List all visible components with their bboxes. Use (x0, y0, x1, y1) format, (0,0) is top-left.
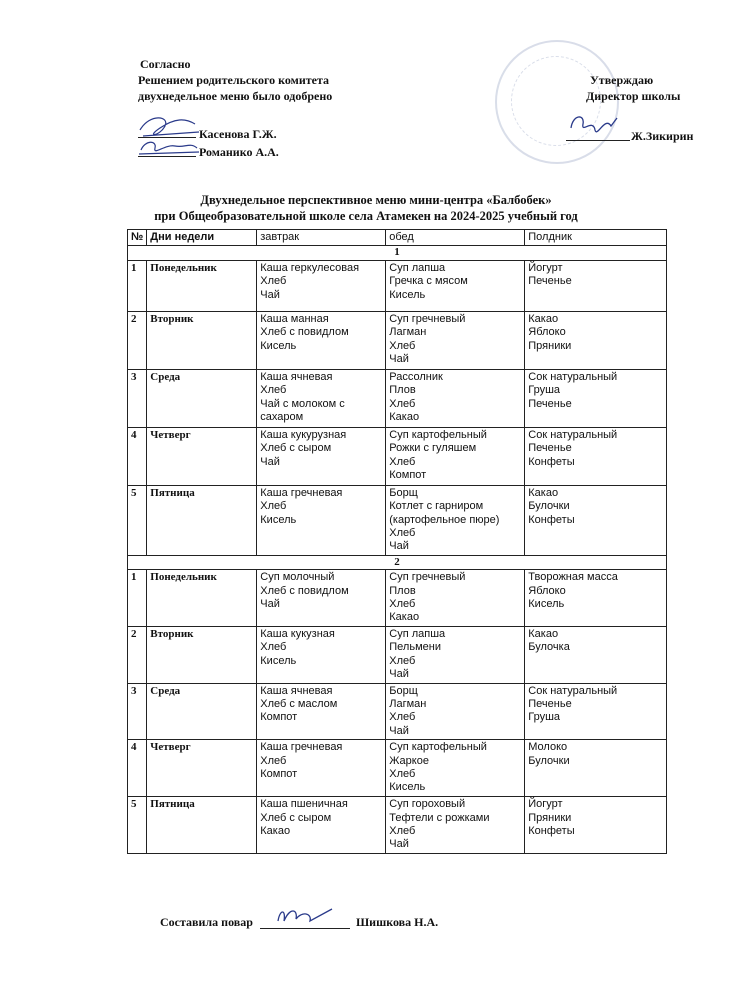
snack-cell (525, 369, 667, 427)
snack-cell (525, 311, 667, 369)
breakfast-cell (257, 626, 386, 683)
menu-item: Сок натуральный (528, 684, 618, 697)
menu-item: Булочки (528, 500, 570, 513)
menu-item: Хлеб (260, 641, 287, 654)
lunch-cell (386, 427, 525, 485)
menu-item: Компот (389, 469, 427, 482)
menu-item: Какао (528, 312, 559, 325)
menu-item: Булочка (528, 641, 570, 654)
table-row (128, 485, 667, 555)
snack-cell (525, 260, 667, 311)
menu-item: Кисель (260, 339, 297, 352)
menu-item: Каша манная (260, 312, 329, 325)
menu-item: Чай (389, 353, 409, 366)
signature-line-director (566, 140, 630, 141)
table-row (128, 740, 667, 797)
menu-item: Гречка с мясом (389, 275, 468, 288)
menu-item: Суп гороховый (389, 798, 466, 811)
menu-item: Компот (260, 767, 298, 780)
menu-item: Кисель (260, 654, 297, 667)
signature-cook (272, 903, 342, 931)
menu-item: Хлеб (389, 767, 416, 780)
breakfast-cell (257, 740, 386, 797)
day-name: Пятница (147, 485, 257, 555)
day-name: Вторник (147, 626, 257, 683)
menu-item: Груша (528, 711, 561, 724)
director-title: Директор школы (586, 89, 681, 103)
day-name: Среда (147, 369, 257, 427)
column-header-snack: Полдник (525, 230, 667, 246)
breakfast-cell (257, 683, 386, 740)
day-number: 4 (128, 427, 147, 485)
menu-item: Борщ (389, 684, 418, 697)
menu-item: (картофельное пюре) (389, 513, 500, 526)
menu-item: Каша ячневая (260, 370, 333, 383)
menu-item: Пряники (528, 339, 572, 352)
menu-item: Чай (389, 724, 409, 737)
day-name: Среда (147, 683, 257, 740)
column-header-breakfast: завтрак (257, 230, 386, 246)
menu-item: Суп лапша (389, 627, 446, 640)
menu-item: Хлеб (260, 754, 287, 767)
menu-item: Пельмени (389, 641, 441, 654)
menu-item: Булочки (528, 754, 570, 767)
lunch-cell (386, 570, 525, 627)
menu-item: Котлет с гарниром (389, 500, 484, 513)
table-row (128, 797, 667, 854)
table-row (128, 683, 667, 740)
menu-item: Чай (260, 455, 280, 468)
snack-cell (525, 570, 667, 627)
signer-director: Ж.Зикирин (631, 129, 694, 143)
menu-item: Суп гречневый (389, 312, 466, 325)
snack-cell (525, 485, 667, 555)
day-number: 4 (128, 740, 147, 797)
column-header-number: № (128, 230, 147, 246)
lunch-cell (386, 485, 525, 555)
menu-item: Какао (528, 627, 559, 640)
week-row (128, 246, 667, 260)
lunch-cell (386, 683, 525, 740)
day-name: Понедельник (147, 570, 257, 627)
signature-line-cook (260, 928, 350, 929)
menu-item: Хлеб (389, 598, 416, 611)
day-number: 3 (128, 683, 147, 740)
week-label: 1 (128, 246, 667, 260)
menu-item: Каша кукузная (260, 627, 335, 640)
table-row (128, 427, 667, 485)
signature-line-2 (138, 156, 196, 157)
menu-item: Йогурт (528, 798, 563, 811)
breakfast-cell (257, 570, 386, 627)
day-number: 5 (128, 797, 147, 854)
menu-item: Чай (389, 540, 409, 553)
menu-item: Хлеб (389, 397, 416, 410)
menu-item: Борщ (389, 486, 418, 499)
menu-table (127, 229, 667, 854)
menu-item: Пряники (528, 811, 572, 824)
breakfast-cell (257, 311, 386, 369)
signature-kasenova (135, 108, 205, 158)
day-name: Вторник (147, 311, 257, 369)
document-title: Двухнедельное перспективное меню мини-центра «Балбобек» (200, 193, 552, 207)
approval-heading: Согласно (140, 57, 191, 71)
signer-romaniko: Романико А.А. (199, 145, 279, 159)
day-name: Пятница (147, 797, 257, 854)
menu-item: Творожная масса (528, 571, 618, 584)
menu-item: Хлеб (389, 339, 416, 352)
menu-item: Каша пшеничная (260, 798, 348, 811)
menu-item: Суп молочный (260, 571, 335, 584)
snack-cell (525, 427, 667, 485)
menu-item: Каша ячневая (260, 684, 333, 697)
lunch-cell (386, 311, 525, 369)
day-number: 5 (128, 485, 147, 555)
menu-item: Кисель (389, 288, 426, 301)
approval-committee: Решением родительского комитета (138, 73, 330, 87)
menu-item: Суп картофельный (389, 741, 487, 754)
menu-item: Печенье (528, 397, 572, 410)
breakfast-cell (257, 485, 386, 555)
menu-item: Хлеб (260, 275, 287, 288)
day-number: 3 (128, 369, 147, 427)
lunch-cell (386, 369, 525, 427)
lunch-cell (386, 260, 525, 311)
menu-item: Суп гречневый (389, 571, 466, 584)
table-row (128, 369, 667, 427)
day-name: Четверг (147, 427, 257, 485)
menu-item: Рассолник (389, 370, 443, 383)
menu-item: Хлеб с маслом (260, 697, 338, 710)
day-name: Четверг (147, 740, 257, 797)
week-label: 2 (128, 555, 667, 569)
menu-item: Чай с молоком с (260, 397, 345, 410)
menu-item: Конфеты (528, 513, 575, 526)
menu-item: Яблоко (528, 326, 566, 339)
day-number: 1 (128, 570, 147, 627)
document-subtitle: при Общеобразовательной школе села Атамекен на 2024-2025 учебный год (154, 209, 578, 223)
footer-signer: Шишкова Н.А. (356, 915, 439, 929)
menu-item: Хлеб с сыром (260, 442, 332, 455)
menu-item: Конфеты (528, 824, 575, 837)
footer-label: Составила повар (160, 915, 253, 929)
menu-item: Лагман (389, 326, 427, 339)
signature-director (565, 108, 625, 144)
menu-item: Кисель (528, 598, 565, 611)
day-name: Понедельник (147, 260, 257, 311)
breakfast-cell (257, 427, 386, 485)
menu-item: Лагман (389, 697, 427, 710)
menu-item: Хлеб (389, 824, 416, 837)
menu-item: Кисель (389, 781, 426, 794)
menu-item: Хлеб с повидлом (260, 326, 349, 339)
signature-line-1 (138, 137, 196, 138)
menu-item: Каша геркулесовая (260, 261, 360, 274)
menu-item: Плов (389, 584, 416, 597)
week-row (128, 555, 667, 569)
menu-item: Суп лапша (389, 261, 446, 274)
menu-item: Хлеб (260, 384, 287, 397)
day-number: 2 (128, 311, 147, 369)
lunch-cell (386, 797, 525, 854)
day-number: 2 (128, 626, 147, 683)
menu-item: Сок натуральный (528, 428, 618, 441)
table-row (128, 626, 667, 683)
menu-item: Печенье (528, 442, 572, 455)
menu-item: Хлеб (389, 654, 416, 667)
menu-item: Чай (389, 668, 409, 681)
menu-item: Чай (260, 288, 280, 301)
snack-cell (525, 740, 667, 797)
menu-item: Конфеты (528, 455, 575, 468)
menu-item: Хлеб с сыром (260, 811, 332, 824)
menu-item: Яблоко (528, 584, 566, 597)
menu-item: Груша (528, 384, 561, 397)
menu-item: Хлеб (389, 455, 416, 468)
snack-cell (525, 683, 667, 740)
breakfast-cell (257, 369, 386, 427)
menu-item: Каша гречневая (260, 741, 343, 754)
menu-item: Чай (389, 838, 409, 851)
menu-item: Сок натуральный (528, 370, 618, 383)
menu-item: Чай (260, 598, 280, 611)
menu-item: Плов (389, 384, 416, 397)
approve-heading: Утверждаю (590, 73, 654, 87)
menu-item: Какао (389, 611, 420, 624)
breakfast-cell (257, 260, 386, 311)
menu-item: Кисель (260, 513, 297, 526)
menu-item: Каша кукурузная (260, 428, 347, 441)
menu-item: Молоко (528, 741, 568, 754)
menu-item: Рожки с гуляшем (389, 442, 477, 455)
menu-item: Какао (528, 486, 559, 499)
menu-item: Йогурт (528, 261, 563, 274)
breakfast-cell (257, 797, 386, 854)
snack-cell (525, 626, 667, 683)
lunch-cell (386, 740, 525, 797)
signer-kasenova: Касенова Г.Ж. (199, 127, 277, 141)
menu-item: Какао (260, 824, 291, 837)
day-number: 1 (128, 260, 147, 311)
menu-item: Тефтели с рожками (389, 811, 490, 824)
table-header-row (128, 230, 667, 246)
menu-item: Жаркое (389, 754, 429, 767)
column-header-lunch: обед (386, 230, 525, 246)
menu-item: Компот (260, 711, 298, 724)
table-row (128, 311, 667, 369)
menu-item: Хлеб (389, 711, 416, 724)
menu-item: сахаром (260, 411, 304, 424)
menu-item: Хлеб (260, 500, 287, 513)
column-header-day: Дни недели (147, 230, 257, 246)
menu-item: Печенье (528, 697, 572, 710)
approval-note: двухнедельное меню было одобрено (138, 89, 333, 103)
table-row (128, 570, 667, 627)
menu-item: Хлеб (389, 527, 416, 540)
menu-item: Суп картофельный (389, 428, 487, 441)
snack-cell (525, 797, 667, 854)
table-row (128, 260, 667, 311)
menu-item: Хлеб с повидлом (260, 584, 349, 597)
lunch-cell (386, 626, 525, 683)
menu-item: Какао (389, 411, 420, 424)
menu-item: Печенье (528, 275, 572, 288)
menu-item: Каша гречневая (260, 486, 343, 499)
